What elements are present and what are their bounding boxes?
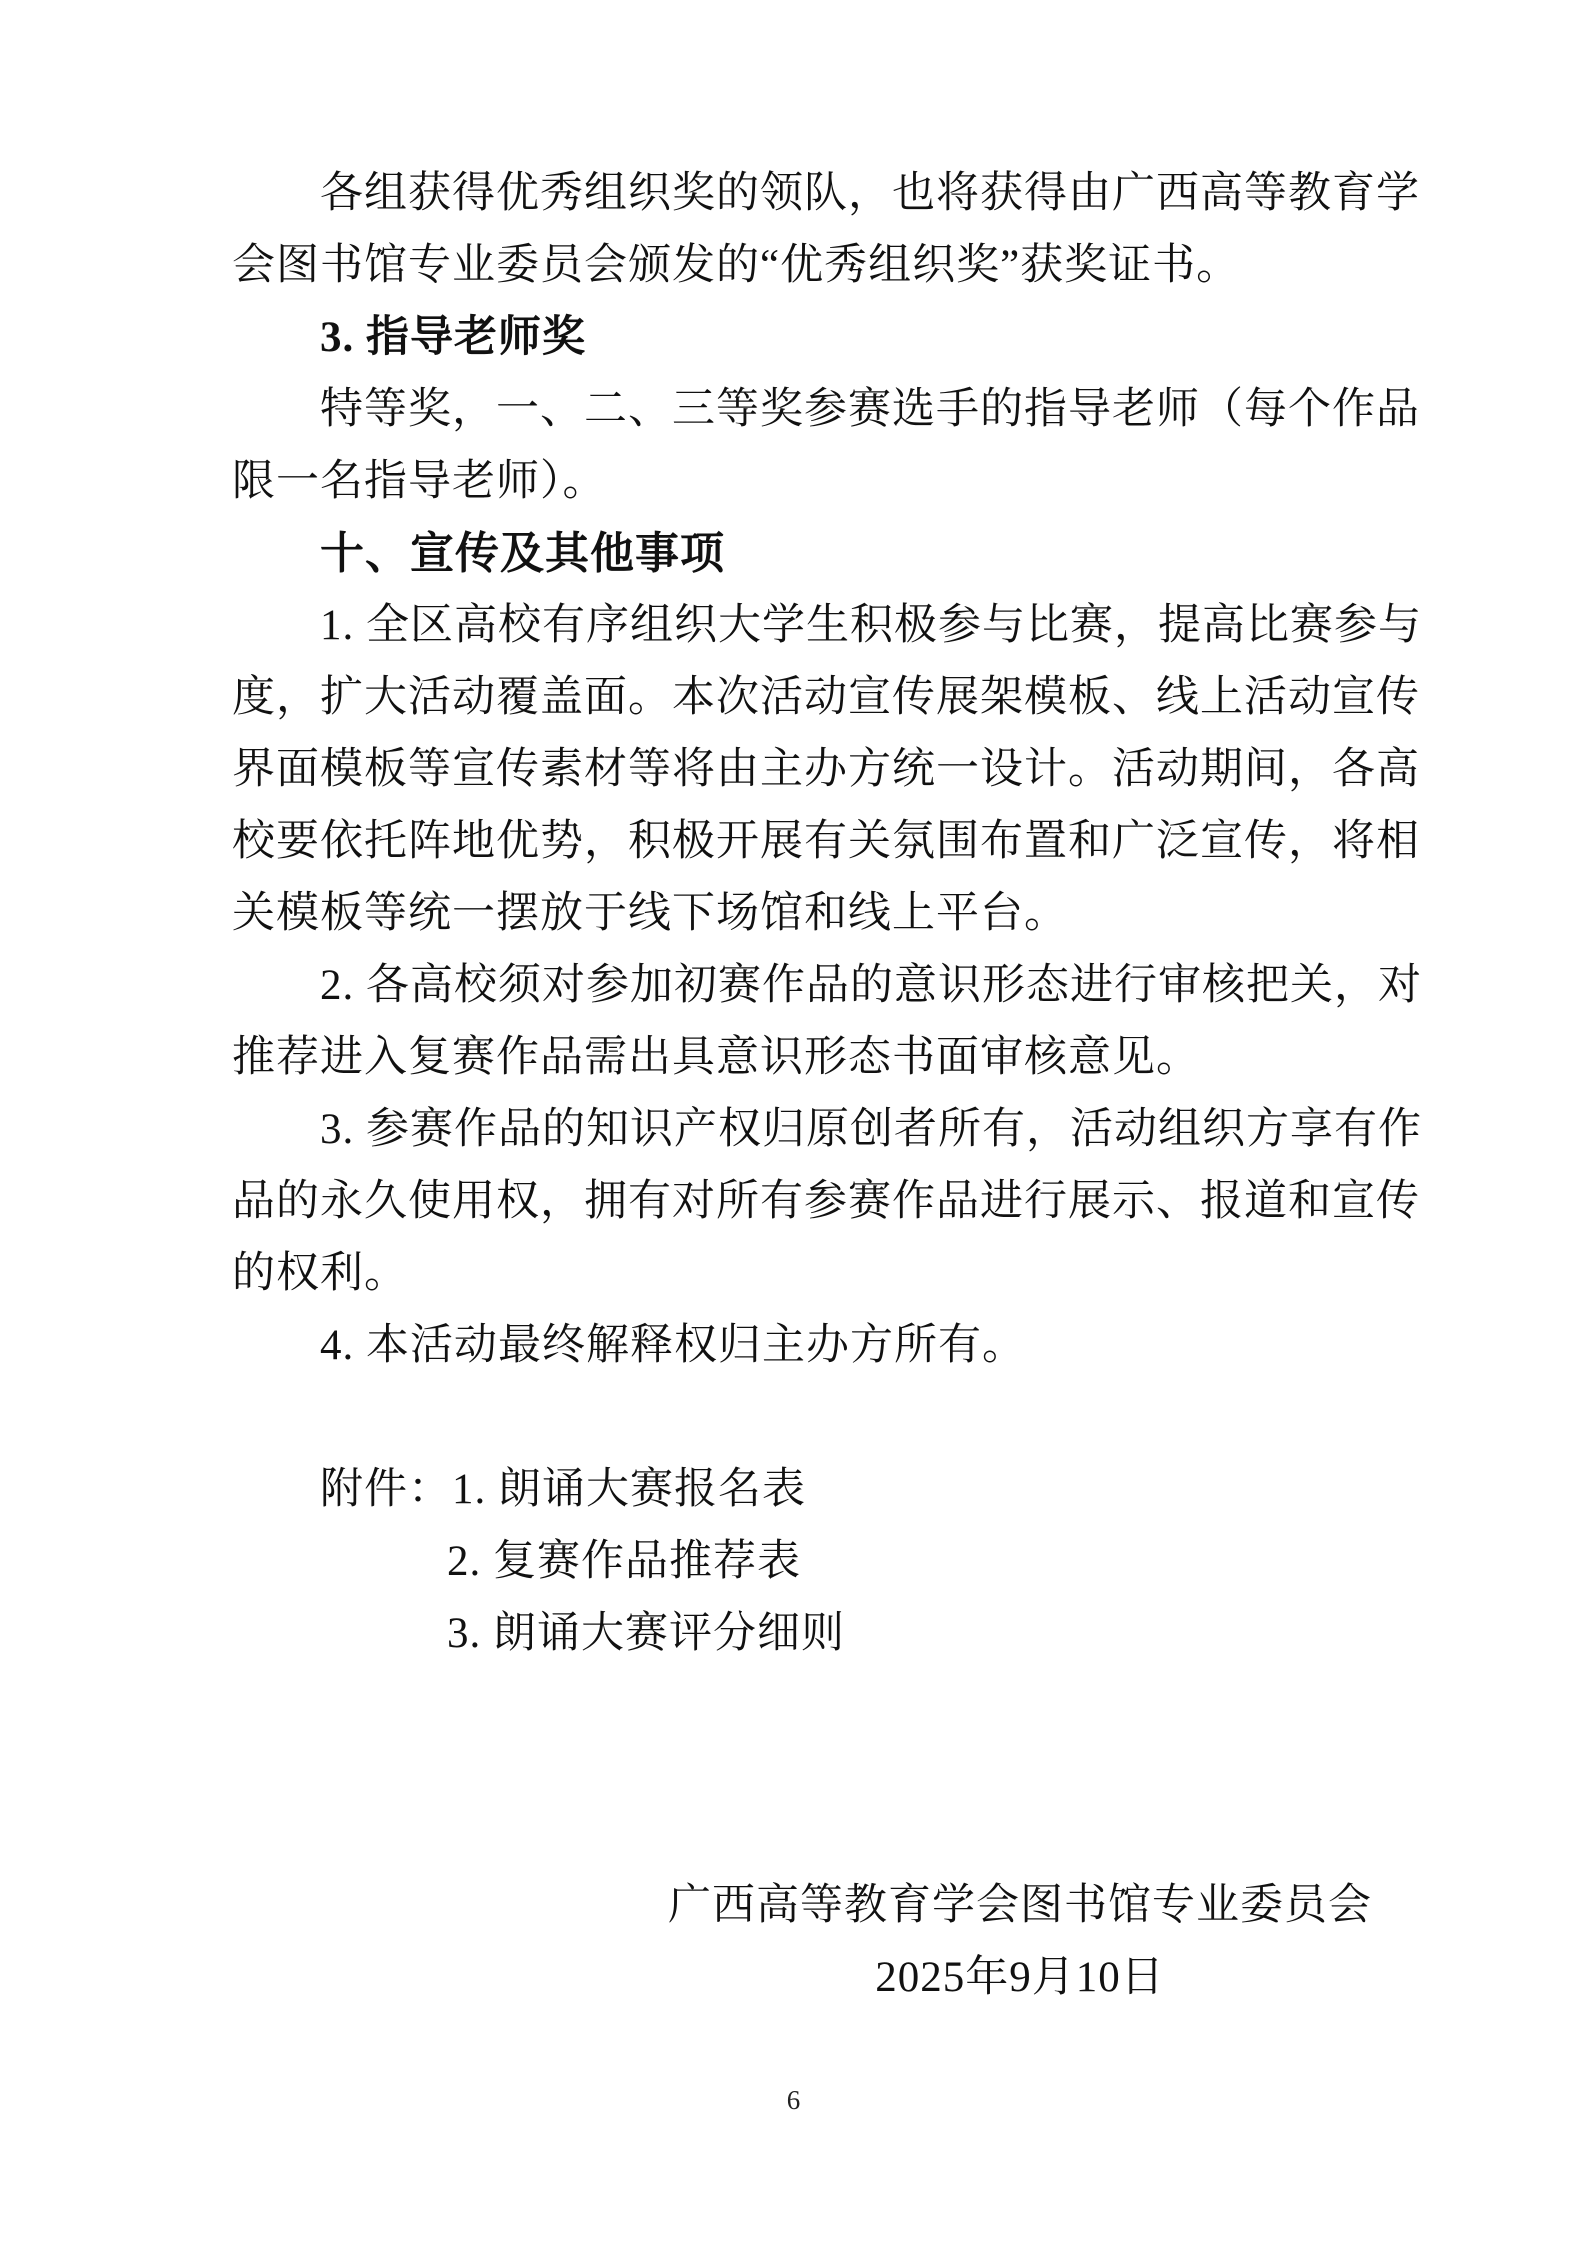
paragraph-line: 会图书馆专业委员会颁发的“优秀组织奖”获奖证书。 <box>232 242 1241 289</box>
signature-date: 2025年9月10日 <box>875 1954 1165 2001</box>
document-body <box>232 158 1422 2014</box>
attachment-line: 3. 朗诵大赛评分细则 <box>447 1610 845 1657</box>
paragraph-line: 2. 各高校须对参加初赛作品的意识形态进行审核把关，对 <box>320 962 1422 1009</box>
paragraph-line: 各组获得优秀组织奖的领队，也将获得由广西高等教育学 <box>320 170 1420 217</box>
paragraph-line: 关模板等统一摆放于线下场馆和线上平台。 <box>232 890 1068 937</box>
section-heading-publicity: 十、宣传及其他事项 <box>320 529 725 578</box>
paragraph-line: 1. 全区高校有序组织大学生积极参与比赛，提高比赛参与 <box>320 602 1422 649</box>
paragraph-line: 界面模板等宣传素材等将由主办方统一设计。活动期间，各高 <box>232 746 1420 793</box>
sub-heading-teacher-award: 3. 指导老师奖 <box>320 314 586 361</box>
paragraph-line: 4. 本活动最终解释权归主办方所有。 <box>320 1322 1026 1369</box>
paragraph-line: 3. 参赛作品的知识产权归原创者所有，活动组织方享有作 <box>320 1106 1422 1153</box>
page-number: 6 <box>786 2085 801 2115</box>
paragraph-line: 品的永久使用权，拥有对所有参赛作品进行展示、报道和宣传 <box>232 1178 1420 1225</box>
attachments-block <box>232 1454 1372 1670</box>
attachment-line: 2. 复赛作品推荐表 <box>447 1538 801 1585</box>
signature-block <box>668 1870 1372 2014</box>
paragraph-line: 特等奖，一、二、三等奖参赛选手的指导老师（每个作品 <box>320 386 1420 433</box>
paragraph-line: 度，扩大活动覆盖面。本次活动宣传展架模板、线上活动宣传 <box>232 674 1420 721</box>
attachment-line: 附件：1. 朗诵大赛报名表 <box>320 1466 806 1513</box>
paragraph-line: 限一名指导老师）。 <box>232 458 607 505</box>
paragraph-line: 推荐进入复赛作品需出具意识形态书面审核意见。 <box>232 1034 1200 1081</box>
paragraph-line: 校要依托阵地优势，积极开展有关氛围布置和广泛宣传，将相 <box>232 818 1420 865</box>
paragraph-line: 的权利。 <box>232 1250 408 1297</box>
signature-org: 广西高等教育学会图书馆专业委员会 <box>668 1882 1372 1929</box>
